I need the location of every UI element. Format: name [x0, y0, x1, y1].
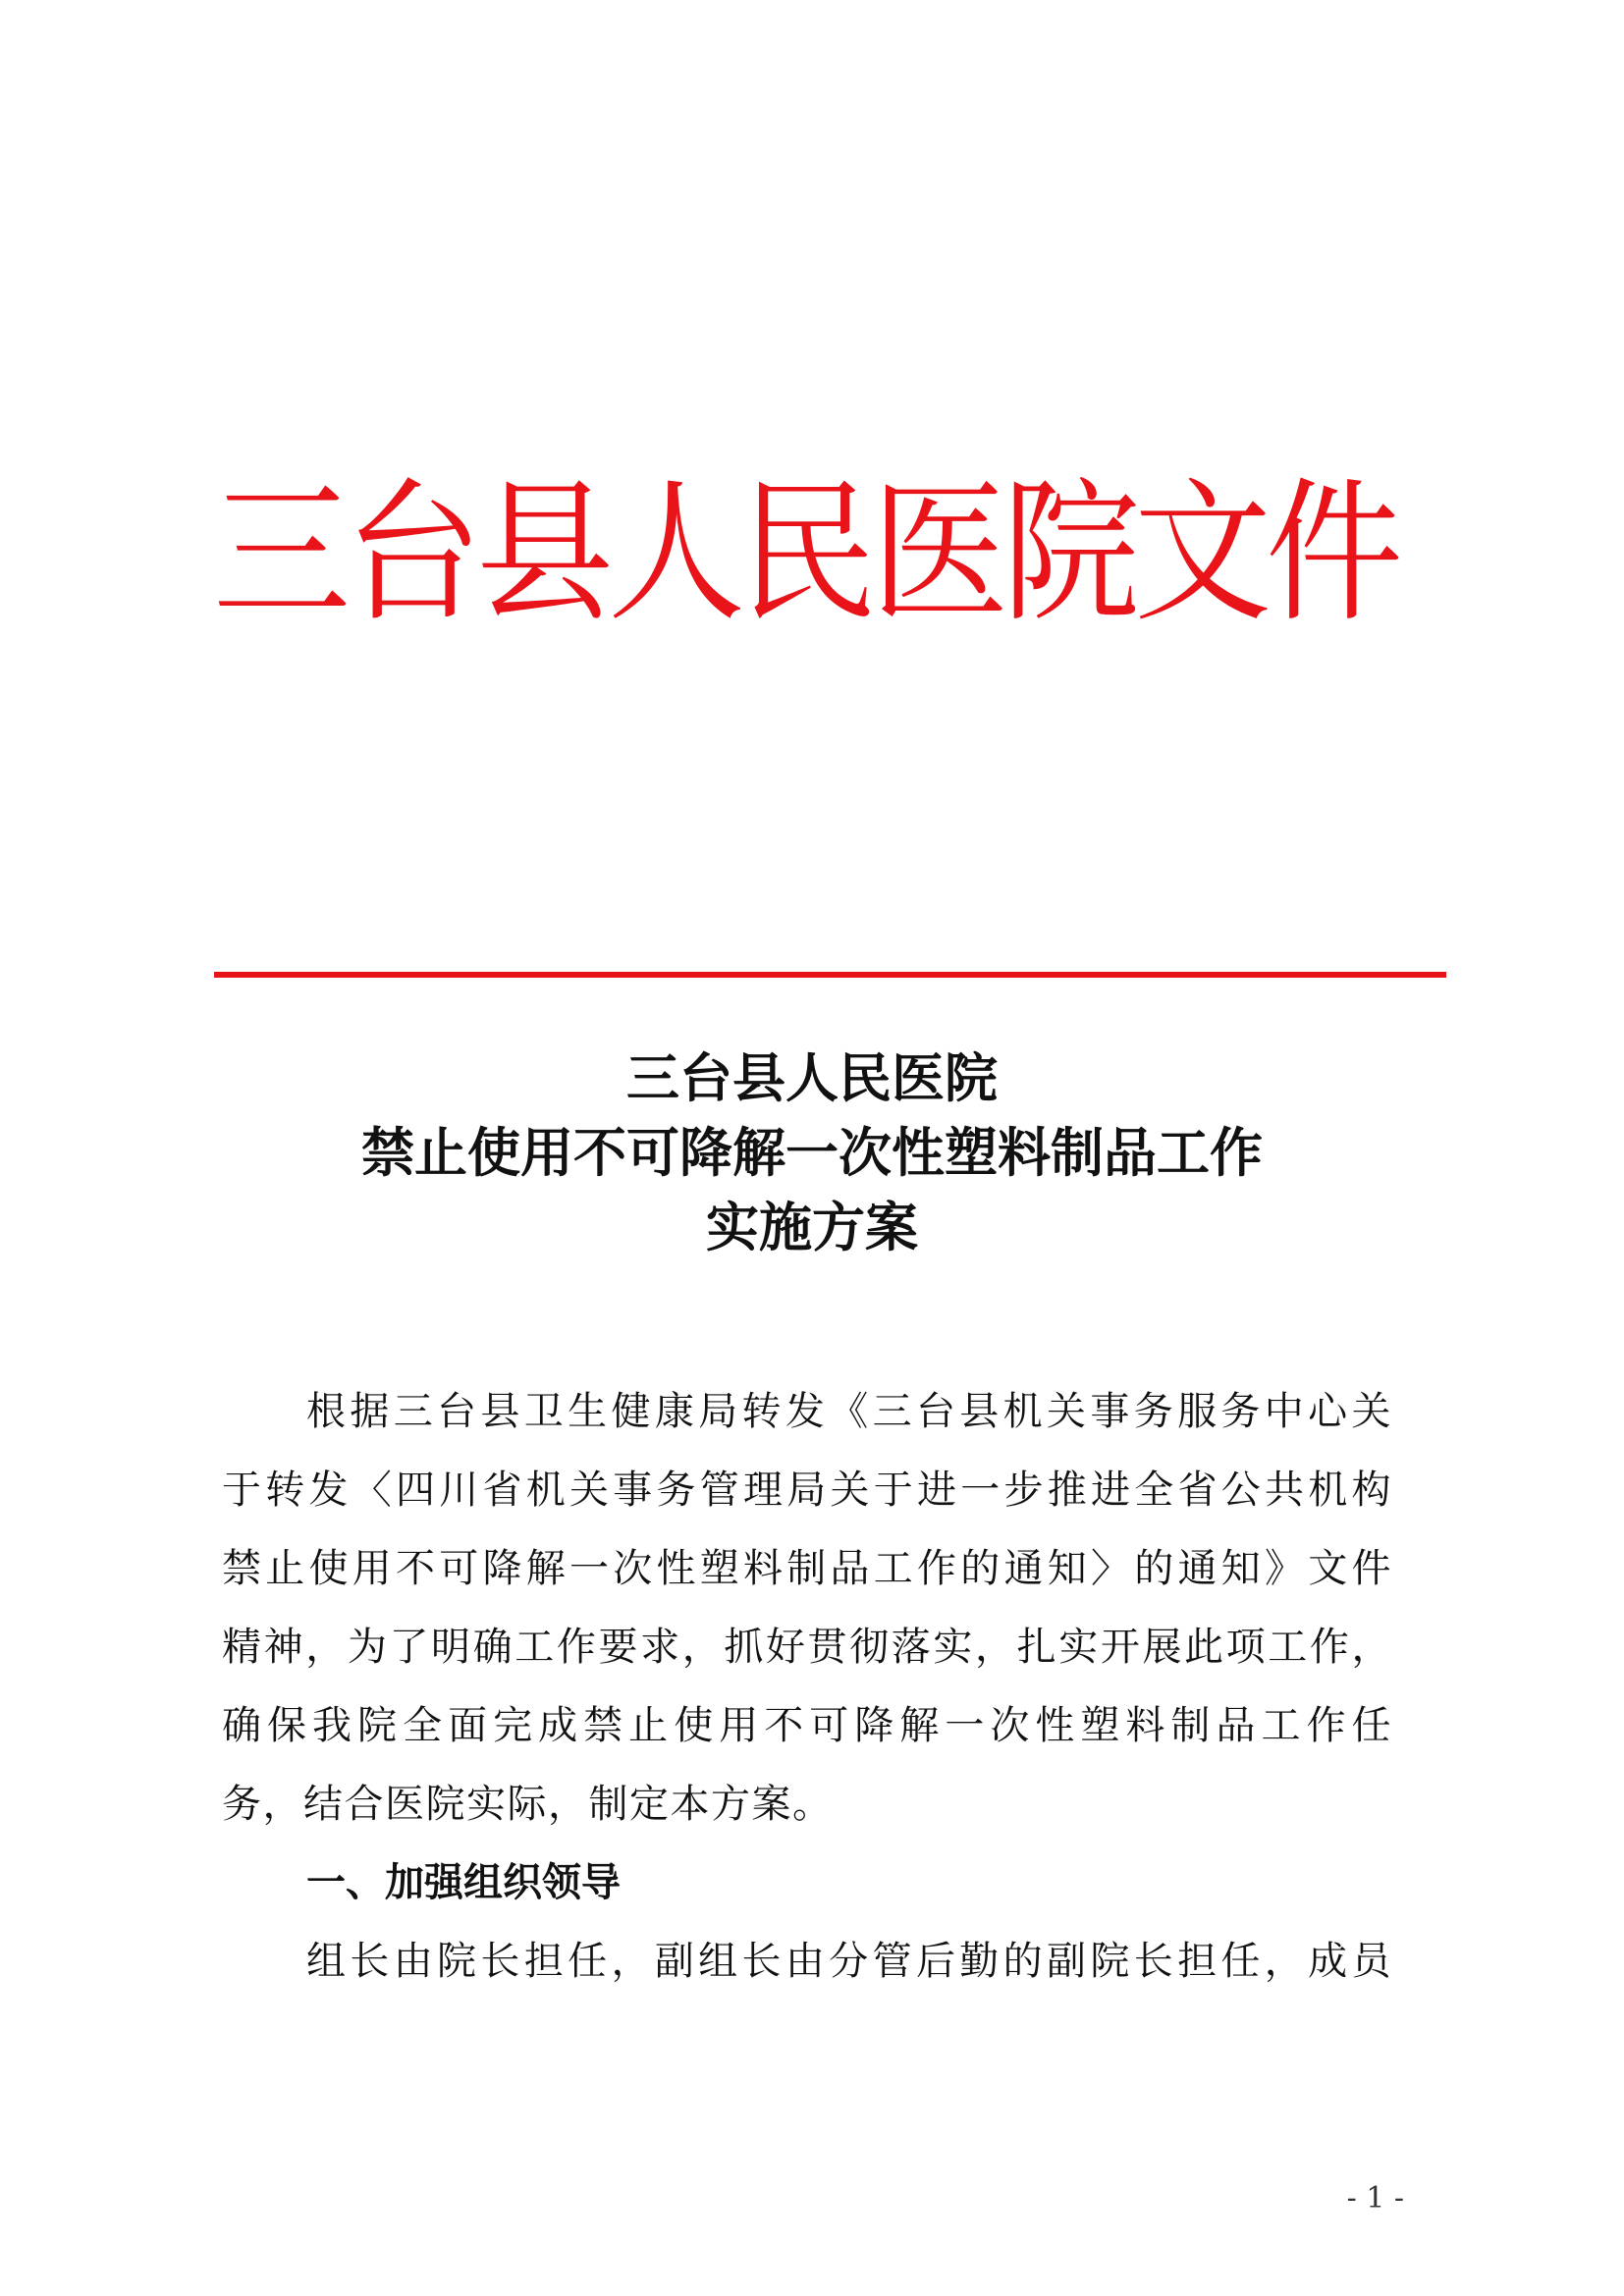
page-number: - 1 -	[1346, 2181, 1404, 2216]
body-line: 确保我院全面完成禁止使用不可降解一次性塑料制品工作任	[222, 1703, 1392, 1748]
document-title-line: 实施方案	[706, 1196, 918, 1258]
intro-paragraph	[222, 1372, 1392, 1843]
document-title-line: 三台县人民医院	[626, 1046, 998, 1109]
document-header-title: 三台县人民医院文件	[212, 464, 1397, 644]
section-paragraph	[222, 1922, 1392, 2001]
document-body	[222, 1372, 1392, 2001]
document-title-line: 禁止使用不可降解一次性塑料制品工作	[361, 1121, 1263, 1184]
body-line: 禁止使用不可降解一次性塑料制品工作的通知〉的通知》文件	[222, 1546, 1392, 1591]
body-line: 根据三台县卫生健康局转发《三台县机关事务服务中心关	[306, 1389, 1392, 1434]
body-line: 务，结合医院实际，制定本方案。	[222, 1782, 834, 1827]
section-heading: 一、加强组织领导	[306, 1860, 621, 1905]
document-title	[196, 1041, 1428, 1264]
body-line: 精神，为了明确工作要求，抓好贯彻落实，扎实开展此项工作，	[222, 1625, 1392, 1670]
header-red-rule	[214, 972, 1446, 978]
body-line: 组长由院长担任，副组长由分管后勤的副院长担任，成员	[306, 1939, 1392, 1984]
body-line: 于转发〈四川省机关事务管理局关于进一步推进全省公共机构	[222, 1468, 1392, 1513]
